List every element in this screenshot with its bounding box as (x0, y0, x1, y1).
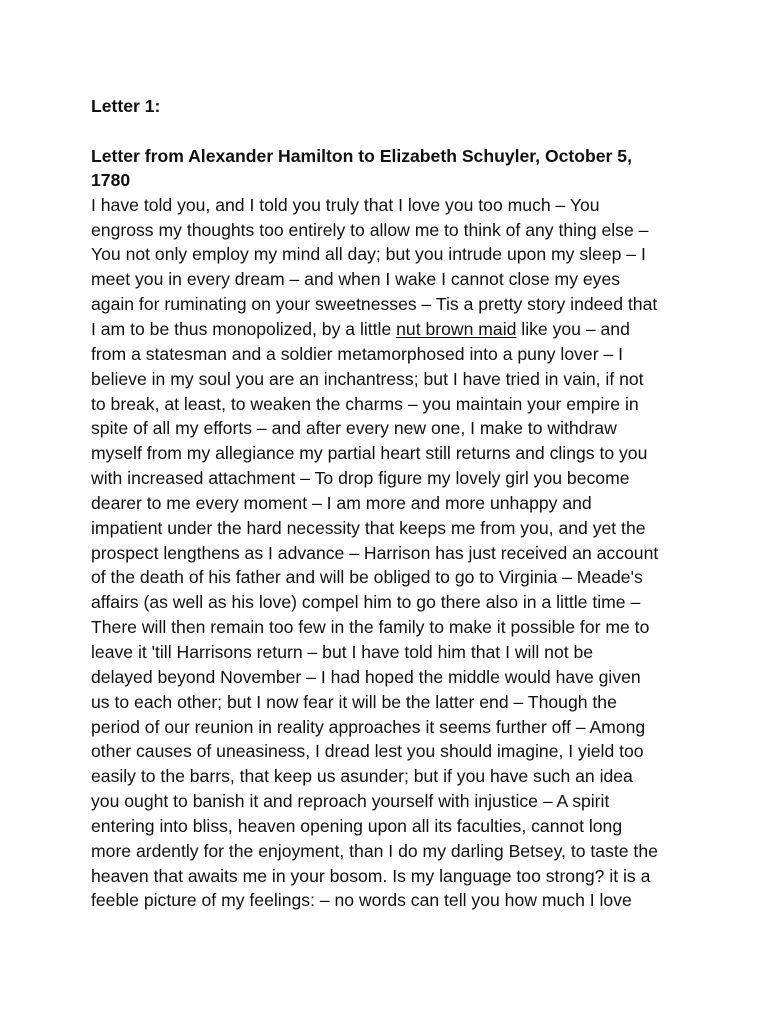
letter-label: Letter 1: (91, 96, 161, 116)
body-line: myself from my allegiance my partial heart still returns and clings to you (91, 443, 648, 464)
body-line: heaven that awaits me in your bosom. Is my language too strong? it is a (91, 865, 651, 886)
letter-document (91, 94, 691, 913)
underlined-phrase: nut brown maid (396, 319, 517, 339)
body-line: believe in my soul you are an inchantress; but I have tried in vain, if not (91, 368, 644, 389)
body-line: easily to the barrs, that keep us asunder; but if you have such an idea (91, 766, 633, 787)
body-line: period of our reunion in reality approaches it seems further off – Among (91, 716, 646, 737)
body-line-with-underline (91, 317, 691, 342)
body-line: prospect lengthens as I advance – Harrison has just received an account (91, 542, 659, 563)
body-line: engross my thoughts too entirely to allow me to think of any thing else – (91, 219, 649, 240)
body-line: leave it 'till Harrisons return – but I have told him that I will not be (91, 641, 594, 662)
body-text-fragment: I am to be thus monopolized, by a little (91, 319, 397, 339)
body-line: you ought to banish it and reproach yourself with injustice – A spirit (91, 791, 610, 812)
body-line: feeble picture of my feelings: – no words can tell you how much I love (91, 890, 632, 911)
letter-body (91, 193, 691, 913)
body-line: again for ruminating on your sweetnesses – Tis a pretty story indeed that (91, 294, 658, 315)
body-line: from a statesman and a soldier metamorphosed into a puny lover – I (91, 343, 624, 364)
body-line: entering into bliss, heaven opening upon all its faculties, cannot long (91, 815, 623, 836)
body-line: with increased attachment – To drop figure my lovely girl you become (91, 468, 630, 489)
body-line: impatient under the hard necessity that keeps me from you, and yet the (91, 517, 646, 538)
body-line: other causes of uneasiness, I dread lest you should imagine, I yield too (91, 741, 644, 762)
body-line: spite of all my efforts – and after every new one, I make to withdraw (91, 418, 617, 439)
body-line: I have told you, and I told you truly that I love you too much – You (91, 194, 600, 215)
body-line: to break, at least, to weaken the charms – you maintain your empire in (91, 393, 639, 414)
body-line: You not only employ my mind all day; but you intrude upon my sleep – I (91, 244, 646, 265)
body-line: dearer to me every moment – I am more and more unhappy and (91, 492, 592, 513)
body-text-fragment: like you – and (516, 319, 630, 339)
body-line: There will then remain too few in the family to make it possible for me to (91, 617, 650, 638)
body-line: meet you in every dream – and when I wake I cannot close my eyes (91, 269, 621, 290)
body-line: of the death of his father and will be obliged to go to Virginia – Meade's (91, 567, 643, 588)
letter-title-line-1: Letter from Alexander Hamilton to Elizabeth Schuyler, October 5, (91, 145, 632, 166)
body-line: us to each other; but I now fear it will be the latter end – Though the (91, 691, 617, 712)
letter-title-line-2: 1780 (91, 170, 131, 191)
body-line: affairs (as well as his love) compel him to go there also in a little time – (91, 592, 641, 613)
body-line: delayed beyond November – I had hoped the middle would have given (91, 666, 641, 687)
body-line: more ardently for the enjoyment, than I do my darling Betsey, to taste the (91, 840, 658, 861)
